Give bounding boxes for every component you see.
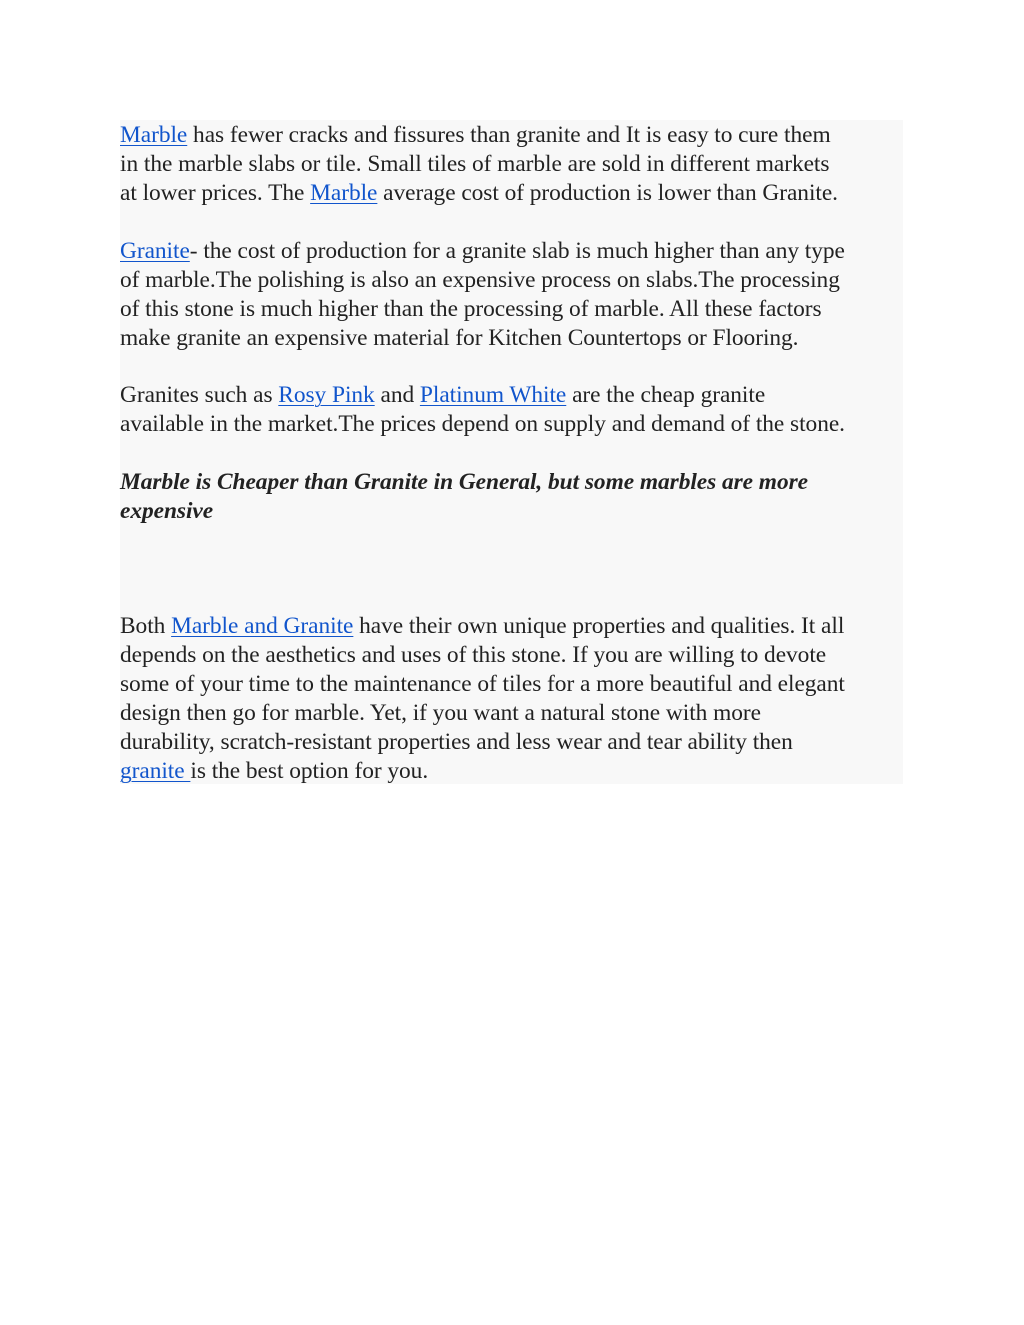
text-line: available in the market.The prices depend on supply and demand of the stone. (120, 411, 845, 437)
content-block (120, 120, 903, 784)
text-line (120, 381, 920, 410)
link-platinum-white[interactable]: Platinum White (419, 382, 567, 408)
text-span: have their own unique properties and qualities. It all (353, 613, 845, 639)
text-line: expensive (120, 498, 214, 524)
text-span: has fewer cracks and fissures than granite and It is easy to cure them (187, 122, 831, 148)
text-span: - the cost of production for a granite slab is much higher than any type (189, 238, 845, 264)
paragraph-marble-cracks (120, 121, 920, 208)
text-line: of marble.The polishing is also an expensive process on slabs.The processing (120, 267, 840, 293)
text-line: Marble is Cheaper than Granite in General, but some marbles are more (120, 469, 808, 495)
text-line (120, 757, 920, 786)
paragraph-granite-cost (120, 237, 920, 353)
text-line: in the marble slabs or tile. Small tiles of marble are sold in different markets (120, 151, 830, 177)
text-line: design then go for marble. Yet, if you want a natural stone with more (120, 700, 761, 726)
text-span: is the best option for you. (190, 758, 429, 784)
text-span: are the cheap granite (566, 382, 766, 408)
text-span: at lower prices. The (120, 180, 311, 206)
text-line (120, 121, 920, 150)
text-line: depends on the aesthetics and uses of this stone. If you are willing to devote (120, 642, 827, 668)
paragraph-cheap-granites (120, 381, 920, 439)
text-span: Granites such as (120, 382, 279, 408)
text-line: durability, scratch-resistant properties and less wear and tear ability then (120, 729, 793, 755)
link-marble[interactable]: Marble (310, 180, 378, 206)
text-line: make granite an expensive material for Kitchen Countertops or Flooring. (120, 325, 799, 351)
link-granite[interactable]: Granite (120, 238, 190, 264)
link-granite[interactable]: granite (120, 758, 191, 784)
paragraph-conclusion (120, 612, 920, 786)
link-marble[interactable]: Marble (120, 122, 188, 148)
text-line (120, 237, 920, 266)
text-line (120, 179, 920, 208)
text-line: of this stone is much higher than the processing of marble. All these factors (120, 296, 822, 322)
text-span: and (374, 382, 420, 408)
text-line: some of your time to the maintenance of tiles for a more beautiful and elegant (120, 671, 845, 697)
text-line (120, 612, 920, 641)
text-span: Both (120, 613, 172, 639)
emphasis-heading (120, 468, 920, 526)
text-span: average cost of production is lower than Granite. (377, 180, 838, 206)
link-marble-and-granite[interactable]: Marble and Granite (171, 613, 354, 639)
link-rosy-pink[interactable]: Rosy Pink (278, 382, 375, 408)
